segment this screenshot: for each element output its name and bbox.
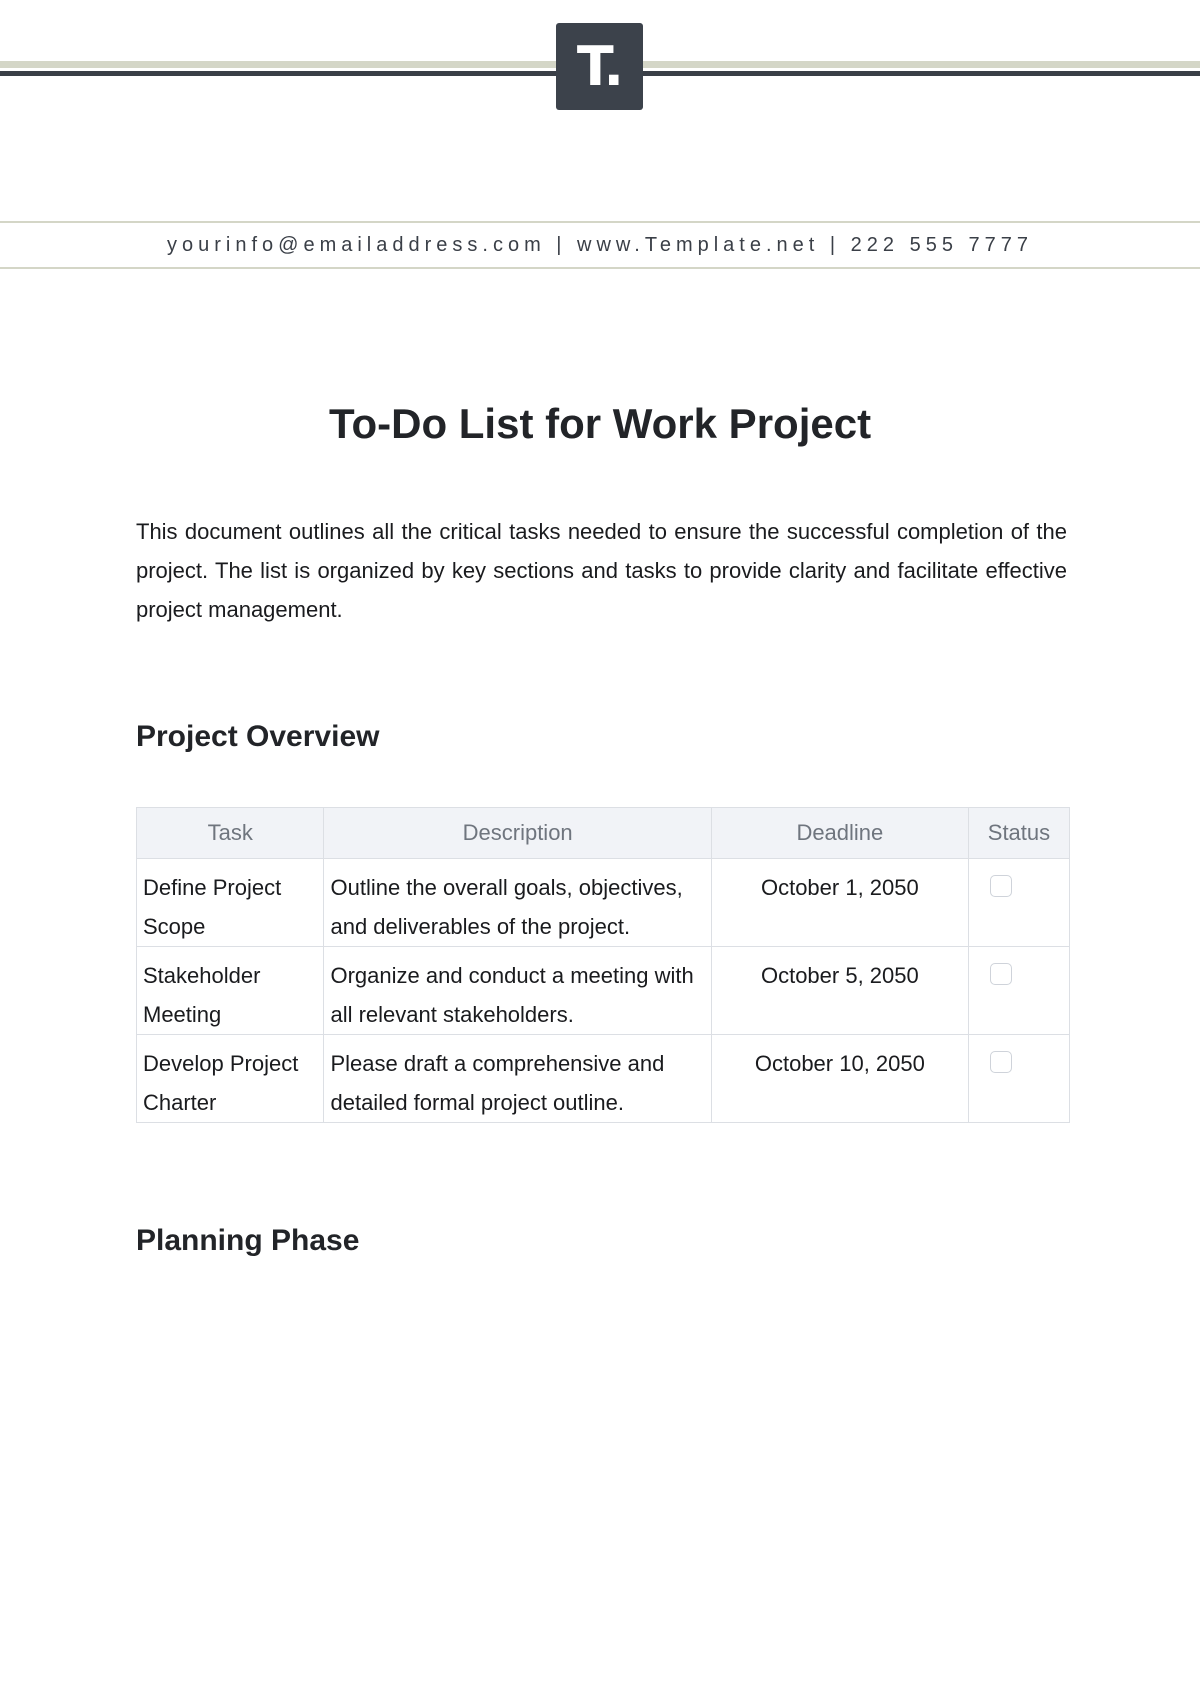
status-cell <box>968 859 1069 947</box>
section-heading-overview: Project Overview <box>136 720 380 753</box>
column-header-task: Task <box>137 808 324 859</box>
contact-info-bar: yourinfo@emailaddress.com | www.Template.net | 222 555 7777 <box>0 221 1200 269</box>
table-row <box>137 1035 1070 1123</box>
description-cell: Outline the overall goals, objectives, and deliverables of the project. <box>324 859 711 947</box>
page-title: To-Do List for Work Project <box>328 400 872 447</box>
status-cell <box>968 947 1069 1035</box>
task-cell: Define Project Scope <box>137 859 324 947</box>
table-header-row <box>137 808 1070 859</box>
task-cell: Develop Project Charter <box>137 1035 324 1123</box>
deadline-cell: October 10, 2050 <box>711 1035 968 1123</box>
status-checkbox[interactable] <box>990 875 1012 897</box>
intro-paragraph: This document outlines all the critical tasks needed to ensure the successful completion of the project. The list is organized by key sections and tasks to provide clarity and facilitate effective project management. <box>136 519 1067 622</box>
column-header-status: Status <box>968 808 1069 859</box>
table-row <box>137 947 1070 1035</box>
column-header-description: Description <box>324 808 711 859</box>
tasks-table <box>136 807 1070 1123</box>
column-header-deadline: Deadline <box>711 808 968 859</box>
status-checkbox[interactable] <box>990 1051 1012 1073</box>
table-row <box>137 859 1070 947</box>
description-cell: Please draft a comprehensive and detailed formal project outline. <box>324 1035 711 1123</box>
status-cell <box>968 1035 1069 1123</box>
description-cell: Organize and conduct a meeting with all relevant stakeholders. <box>324 947 711 1035</box>
task-cell: Stakeholder Meeting <box>137 947 324 1035</box>
deadline-cell: October 5, 2050 <box>711 947 968 1035</box>
section-heading-planning: Planning Phase <box>136 1224 360 1257</box>
status-checkbox[interactable] <box>990 963 1012 985</box>
deadline-cell: October 1, 2050 <box>711 859 968 947</box>
logo: T. <box>556 23 643 110</box>
